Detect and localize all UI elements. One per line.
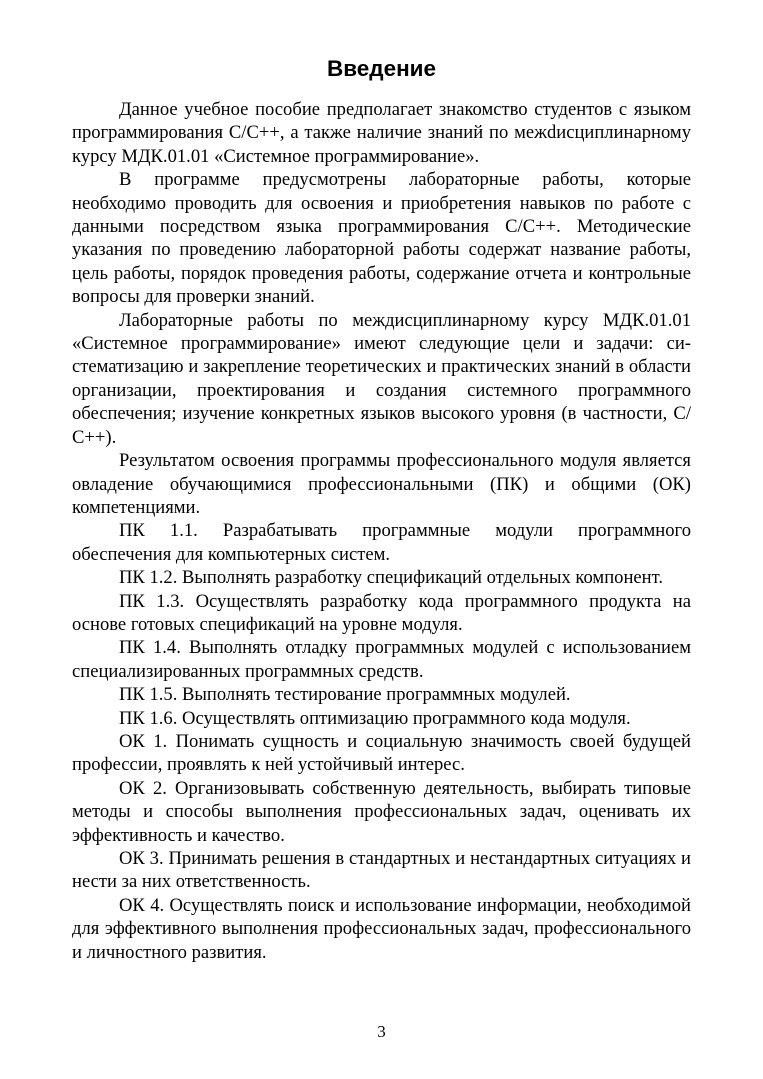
competency-ok-3: ОК 3. Принимать решения в стандартных и нестандартных ситуациях и нести за них ответственность. [72,848,691,893]
page-number: 3 [377,1022,386,1041]
competency-pk-1-3: ПК 1.3. Осуществлять разработку кода программного продукта на основе готовых спецификаций на уровне модуля. [72,590,691,635]
competency-pk-1-5: ПК 1.5. Выполнять тестирование программных модулей. [119,684,571,706]
paragraph-competencies: Результатом освоения программы профессионального модуля является овладение обучающимися профессиональными (ПК) и общими (ОК) компетенциями. [72,450,691,518]
competency-pk-1-2: ПК 1.2. Выполнять разработку спецификаций отдельных компонент. [119,567,663,589]
paragraph-goals: Лабораторные работы по междисциплинарному курсу МДК.01.01 «Системное программирование» имеют следующие цели и задачи: систематизацию и закрепление теоретических и практических знаний в области организации, проектирования и создания системного программного обеспечения; изучение конкретных языков высокого уровня (в частности, С/С++). [72,309,691,448]
competency-ok-1: ОК 1. Понимать сущность и социальную значимость своей будущей профессии, проявлять к ней устойчивый интерес. [72,730,691,776]
competency-ok-2: ОК 2. Организовывать собственную деятельность, выбирать типовые методы и способы выполнения профессиональных задач, оценивать их эффективность и качество. [72,777,691,846]
competency-pk-1-1: ПК 1.1. Разрабатывать программные модули программного обеспечения для компьютерных систем. [72,520,691,565]
paragraph-intro: Данное учебное пособие предполагает знакомство студентов с языком программирования С/С++, а также наличие знаний по межdисциплинарному курсу МДК.01.01 «Системное программирование». [72,99,691,167]
competency-ok-4: ОК 4. Осуществлять поиск и использование информации, необходимой для эффективного выполнения профессиональных задач, профессионального и личностного развития. [72,894,691,963]
competency-pk-1-6: ПК 1.6. Осуществлять оптимизацию программного кода модуля. [119,707,631,729]
paragraph-lab-works: В программе предусмотрены лабораторные работы, которые необходимо проводить для освоения и приобретения навыков по работе с данными посредством языка программирования С/С++. Методические указания по проведению лабораторной работы содержат название работы, цель работы, порядок проведения работы, содержание отчета и контрольные вопросы для проверки знаний. [72,169,691,308]
competency-pk-1-4: ПК 1.4. Выполнять отладку программных модулей с использованием специализированных программных средств. [72,637,691,682]
page-title: Введение [326,56,437,81]
document-page [72,52,691,964]
